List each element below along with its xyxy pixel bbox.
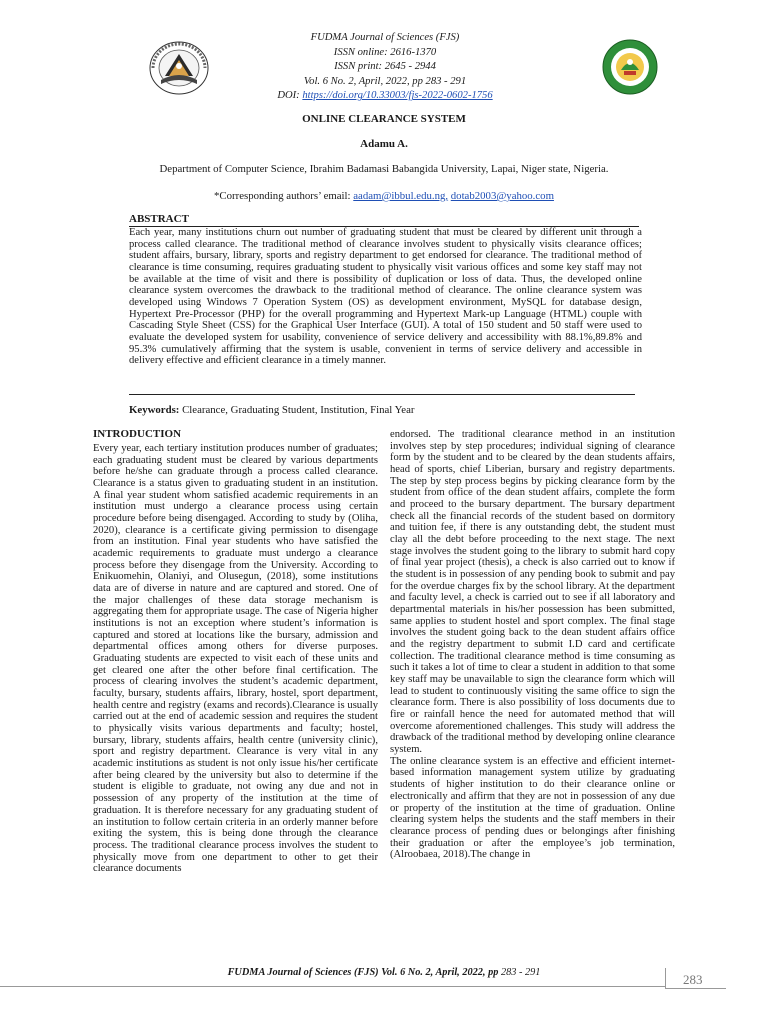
right-column-paragraph-1: endorsed. The traditional clearance method in an institution involves step by step procedures; individual signing of clearance form by the student and to be cleared by the dean students affairs, head of sports, chief Liberian, bursary and registry departments. The step by step process begins by picking clearance form by the student from office of the dean student affairs, complete the form and proceed to the bursary department. The bursary department check all the financial records of the student based on dormitory and tuition fee, if there is any outstanding debt, the student must clay all the debt before proceeding to the next stage. The next stage involves the student going to the library to submit hard copy of final year project (thesis), a check is also carried out to know if the student is in possession of any pending book to submit and pay for the overdue charges fix by the school library. At the department and faculty level, a check is carried out to see if all laboratory and departmental materials in his/her possession has been submitted, same applies to student hostel and sport complex. The final stage involves the student going back to the dean student affairs office and the registry department to submit I.D card and certificate collection. The traditional clearance method is time consuming as such it takes a lot of time to clear a student in addition to that some key staff may be unavailable to sign the clearance form which will lead to student to continuously visiting the same office to sign the clearance form. There is also possibility of loss documents due to fire or rainfall hence the need for automated method that will overcome aforementioned challenges. This study will address the drawback of the traditional method by developing online clearance system. <box>390 429 675 756</box>
email-link-2[interactable]: dotab2003@yahoo.com <box>450 190 554 202</box>
abstract-bottom-rule <box>129 394 635 395</box>
affiliation: Department of Computer Science, Ibrahim Badamasi Babangida University, Lapai, Niger state, Nigeria. <box>159 163 609 175</box>
doi-line <box>230 89 540 104</box>
footer-issue: Vol. 6 No. 2, April, 2022, pp <box>381 967 499 978</box>
right-column-paragraph-2: The online clearance system is an effective and efficient internet-based information management system utilize by graduating students of higher institution to do their clearance online or electronically and affirm that they are not in possession of any due or property of the institution at the time of graduation. Online clearing system helps the students and the staff members in their clearance process of pending dues or belongings after finishing their graduation or after the employee’s job termination, (Alroobaea, 2018).The change in <box>390 755 675 861</box>
journal-name: FUDMA Journal of Sciences (FJS) <box>310 32 460 43</box>
footer-journal: FUDMA Journal of Sciences (FJS) <box>227 967 379 978</box>
keywords <box>129 404 415 416</box>
volume-info: Vol. 6 No. 2, April, 2022, pp 283 - 291 <box>303 75 467 87</box>
doi-link[interactable]: https://doi.org/10.33003/fjs-2022-0602-1756 <box>302 90 493 102</box>
journal-header <box>230 31 540 104</box>
corresponding-label: *Corresponding authors’ email: <box>214 190 351 202</box>
introduction-heading: INTRODUCTION <box>93 428 182 440</box>
left-column-text: Every year, each tertiary institution produces number of graduates; each graduating student must be cleared by various departments before he/she can graduate through a process called clearance. Clearance is a status given to graduating student in an institution. A final year student whom satisfied academic requirements in an institution must undergo a clearance process using certain procedure before being disengaged. According to study by (Oliha, 2020), clearance is a certificate giving permission to disengage from an institution. Final year students who have satisfied the academic requirements to graduate must undergo a clearance process before they disengage from the University. According to Enikuomehin, Olaniyi, and Olusegun, (2018), some institutions data are of diverse in nature and are captured and stored. One of the major challenges of these data storage mechanism is aggregating them for appropriate usage. The case of Nigeria higher institutions is not an exception where student’s information is captured and stored at locations like the bursary, admission and departmental offices among others for diverse purposes. Graduating students are expected to visit each of these units and get cleared one after the other before final certification. The process of clearing involves the student’s academic department, faculty, bursary, students affairs, library, hostel, sport department, health centre and registry (exams and records).Clearance is usually carried out at the end of academic session and requires the student to physically visits various departments and faculty; hostel, bursary, library, students affairs, health centre (university clinic), sport and registry department. Clearance is very vital in any academic institutions as student is not only issue his/her certificate after being cleared by the university but also to determine if the student is eligible to graduate, not owing any due and not in possession of any property of the institution at the time of graduation. It is therefore necessary for any graduating student of an institution to follow certain criteria in an orderly manner before exiting the system, this is being done through the clearance process. The traditional clearance process involves the student to physically move from one department to other to get their clearance documents <box>93 443 378 875</box>
journal-logo <box>601 38 659 96</box>
issn-online: ISSN online: 2616-1370 <box>333 46 437 58</box>
email-link-1[interactable]: aadam@ibbul.edu.ng, <box>353 190 449 202</box>
footer-rule <box>0 986 665 987</box>
keywords-text: Clearance, Graduating Student, Institution, Final Year <box>182 404 415 416</box>
abstract-text: Each year, many institutions churn out number of graduating student that must be cleared by different unit through a process called clearance. The traditional method of clearance involves student to physically visits clearance offices; student affairs, bursary, library, sports and registry department to get endorsed for clearance. The traditional method of clearance is time consuming, requires graduating student to physically visit various offices and some key staff may not be available at the time of visit and there is possibility of duplication or loss of data. Thus, the developed online clearance system overcomes the drawback to the traditional method of clearance. The online clearance system was developed using Windows 7 Operation System (OS) as development environment, MySQL for database design, Hypertext Pre-Processor (PHP) for the overall programming and Hypertext Mark-up Language (HTML) couple with Cascading Style Sheet (CSS) for the Graphical User Interface (GUI). A total of 150 student and 50 staff were used to evaluate the developed system for usability, convenience of service delivery and accessibility with 88.1%,89.8% and 95.3% cumulatively affirming that the system is usable, convenient in terms of service delivery and accessible in delivery effective and efficient clearance in a timely manner. <box>129 227 642 367</box>
paper-title: ONLINE CLEARANCE SYSTEM <box>302 113 466 125</box>
issn-print: ISSN print: 2645 - 2944 <box>334 61 436 73</box>
keywords-label: Keywords: <box>129 404 180 416</box>
page-footer <box>0 967 768 978</box>
abstract-heading: ABSTRACT <box>129 213 189 225</box>
author-name: Adamu A. <box>360 138 408 150</box>
page-number: 283 <box>683 972 703 987</box>
corresponding-author <box>0 190 768 202</box>
footer-pages: 283 - 291 <box>500 967 541 978</box>
left-column <box>93 428 378 875</box>
doi-label: DOI: <box>277 90 300 102</box>
university-logo <box>147 40 211 96</box>
right-column <box>390 429 675 861</box>
